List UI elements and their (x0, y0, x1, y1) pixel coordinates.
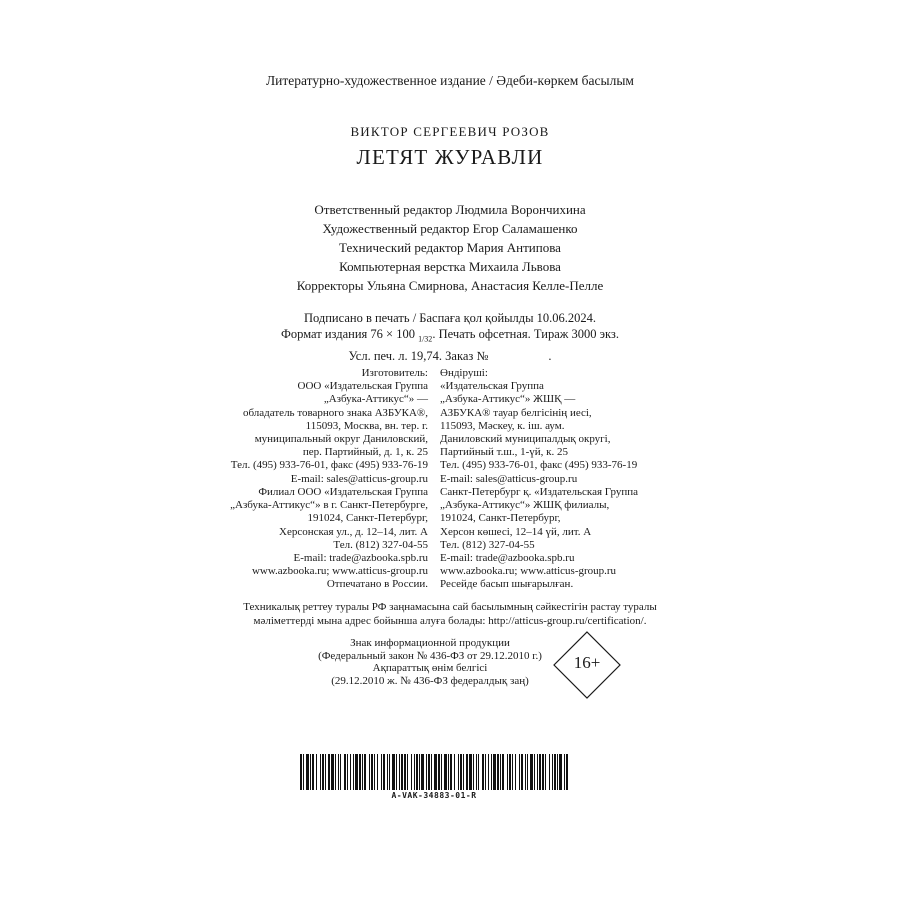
barcode-bar (364, 754, 366, 790)
barcode-bar (485, 754, 486, 790)
barcode-bar (392, 754, 395, 790)
format-fraction: 1/32 (418, 334, 433, 344)
credit-line: Ответственный редактор Людмила Ворончихина (314, 202, 586, 217)
barcode-bar (542, 754, 544, 790)
barcode-bar (491, 754, 492, 790)
barcode-bar (401, 754, 403, 790)
barcode-bar (482, 754, 484, 790)
barcode-bar (374, 754, 375, 790)
barcode-bar (539, 754, 541, 790)
barcode-bar (347, 754, 348, 790)
barcode-bar (497, 754, 499, 790)
barcode-bar (473, 754, 474, 790)
barcode-bar (362, 754, 363, 790)
manufacturer-kz: Өндіруші: «Издательская Группа „Азбука-Аттикус“» ЖШҚ — АЗБУКА® тауар белгісінің иесі, 115093, Мәскеу, к. іш. аум. Даниловский муниципалдық округі, Партийный т.ш., 1-үй, к. 25 Тел. (495) 933-76-01, факс (495) 933-76-19 E-mail: sales@atticus-group.ru (440, 367, 638, 485)
web-kz: www.azbooka.ru; www.atticus-group.ru Ресейде басып шығарылған. (440, 565, 617, 591)
barcode-bar (434, 754, 437, 790)
barcode-bar (396, 754, 397, 790)
barcode-bar (310, 754, 311, 790)
barcode-bar (389, 754, 390, 790)
barcode-bar (463, 754, 464, 790)
barcode-bar (381, 754, 382, 790)
barcode-bar (552, 754, 553, 790)
barcode-bar (460, 754, 462, 790)
barcode-bar (340, 754, 341, 790)
barcode-bar (448, 754, 449, 790)
barcode-bar (515, 754, 516, 790)
barcode-bar (325, 754, 326, 790)
edition-type: Литературно-художественное издание / Әдеби-көркем басылым (266, 73, 634, 88)
barcode-bar (371, 754, 373, 790)
barcode-bar (488, 754, 489, 790)
barcode-bar (335, 754, 336, 790)
barcode-bar (350, 754, 351, 790)
barcode-bar (322, 754, 324, 790)
barcode-bar (316, 754, 317, 790)
barcode-bar (426, 754, 427, 790)
barcode-bar (369, 754, 370, 790)
barcode-bar (312, 754, 314, 790)
barcode-bar (359, 754, 361, 790)
barcode-bar (507, 754, 508, 790)
barcode-bar (303, 754, 304, 790)
barcode-bar (564, 754, 565, 790)
branch-ru: Филиал ООО «Издательская Группа „Азбука-Аттикус“» в г. Санкт-Петербурге, 191024, Санкт-Петербург, Херсонская ул., д. 12–14, лит. А Тел. (812) 327-04-55 E-mail: trade@azbooka.spb.ru (230, 486, 428, 565)
barcode-bar (428, 754, 430, 790)
barcode-bar (534, 754, 535, 790)
barcode-bar (521, 754, 523, 790)
age-rating: 16+ (573, 653, 601, 672)
barcode-bar (502, 754, 504, 790)
barcode-bar (493, 754, 496, 790)
barcode-bar (344, 754, 346, 790)
barcode-bar (355, 754, 358, 790)
barcode-bar (421, 754, 424, 790)
barcode-bar (559, 754, 562, 790)
credits-block (0, 200, 900, 295)
credit-line: Технический редактор Мария Антипова (339, 240, 561, 255)
signed-date: Подписано в печать / Баспаға қол қойылды 10.06.2024. (303, 311, 597, 325)
barcode-bar (383, 754, 385, 790)
barcode-bar (466, 754, 468, 790)
barcode-bar (450, 754, 452, 790)
barcode-bar (525, 754, 526, 790)
barcode-bar (557, 754, 558, 790)
barcode-bar (549, 754, 550, 790)
sheets-line: Усл. печ. л. 19,74. Заказ № . (348, 348, 552, 363)
barcode-bar (377, 754, 378, 790)
manufacturer-ru: Изготовитель: ООО «Издательская Группа „Азбука-Аттикус“» — обладатель товарного знака АЗБУКА®, 115093, Москва, вн. тер. г. муниципальный округ Даниловский, пер. Партийный, д. 1, к. 25 Тел. (495) 933-76-01, факс (495) 933-76-19 E-mail: sales@atticus-group.ru (230, 367, 428, 485)
web-ru: www.azbooka.ru; www.atticus-group.ru Отпечатано в России. (251, 565, 428, 591)
barcode-bar (530, 754, 533, 790)
barcode-bar (387, 754, 388, 790)
credit-line: Корректоры Ульяна Смирнова, Анастасия Келле-Пелле (296, 278, 604, 293)
barcode-bar (320, 754, 321, 790)
barcode-label: A-VAK-34883-01-R (391, 791, 477, 800)
barcode-bar (328, 754, 330, 790)
barcode-bar (509, 754, 511, 790)
barcode-bar (537, 754, 538, 790)
barcode-bar (441, 754, 442, 790)
barcode-bar (444, 754, 447, 790)
barcode-bar (353, 754, 354, 790)
barcode-bar (331, 754, 334, 790)
barcode-bar (545, 754, 546, 790)
print-info (0, 310, 900, 364)
age-rating-badge (553, 631, 621, 699)
barcode-bar (431, 754, 432, 790)
barcode-bar (438, 754, 440, 790)
format-line: Формат издания 76 × 100 $_{1/32}$. Печать офсетная. Тираж 3000 экз. (281, 327, 619, 344)
barcode-bar (458, 754, 459, 790)
barcode-bar (416, 754, 418, 790)
author-name: ВИКТОР СЕРГЕЕВИЧ РОЗОВ (350, 124, 550, 139)
barcode-bar (300, 754, 302, 790)
branch-kz: Санкт-Петербург қ. «Издательская Группа „Азбука-Аттикус“» ЖШҚ филиалы, 191024, Санкт-Петербург, Херсон көшесі, 12–14 үй, лит. А Тел. (812) 327-04-55 E-mail: trade@azbooka.spb.ru (440, 486, 638, 565)
barcode-bar (478, 754, 479, 790)
barcode-bar (566, 754, 568, 790)
credit-line: Компьютерная верстка Михаила Львова (339, 259, 561, 274)
barcode-bar (419, 754, 420, 790)
barcode-bar (454, 754, 455, 790)
barcode-icon (300, 754, 568, 790)
barcode-bar (469, 754, 472, 790)
barcode-bar (527, 754, 528, 790)
barcode-bar (399, 754, 400, 790)
barcode-bar (554, 754, 556, 790)
barcode-bar (407, 754, 408, 790)
tech-regulation-note: Техникалық реттеу туралы РФ заңнамасына сай басылымның сәйкестігін растау туралы мәліметтерді мына адрес бойынша алуға болады: http://atticus-group.ru/certification/. (243, 601, 657, 627)
barcode-bar (414, 754, 415, 790)
barcode-bar (519, 754, 520, 790)
barcode-bar (306, 754, 309, 790)
barcode-bar (338, 754, 339, 790)
barcode-bar (512, 754, 513, 790)
barcode-bar (500, 754, 501, 790)
book-title: ЛЕТЯТ ЖУРАВЛИ (356, 145, 544, 169)
barcode-bar (404, 754, 406, 790)
barcode-bar (476, 754, 477, 790)
info-product-mark: Знак информационной продукции (Федеральный закон № 436-ФЗ от 29.12.2010 г.) Ақпараттық өнім белгісі (29.12.2010 ж. № 436-ФЗ федералдық заң) (318, 637, 542, 687)
barcode-bar (411, 754, 412, 790)
credit-line: Художественный редактор Егор Саламашенко (322, 221, 578, 236)
